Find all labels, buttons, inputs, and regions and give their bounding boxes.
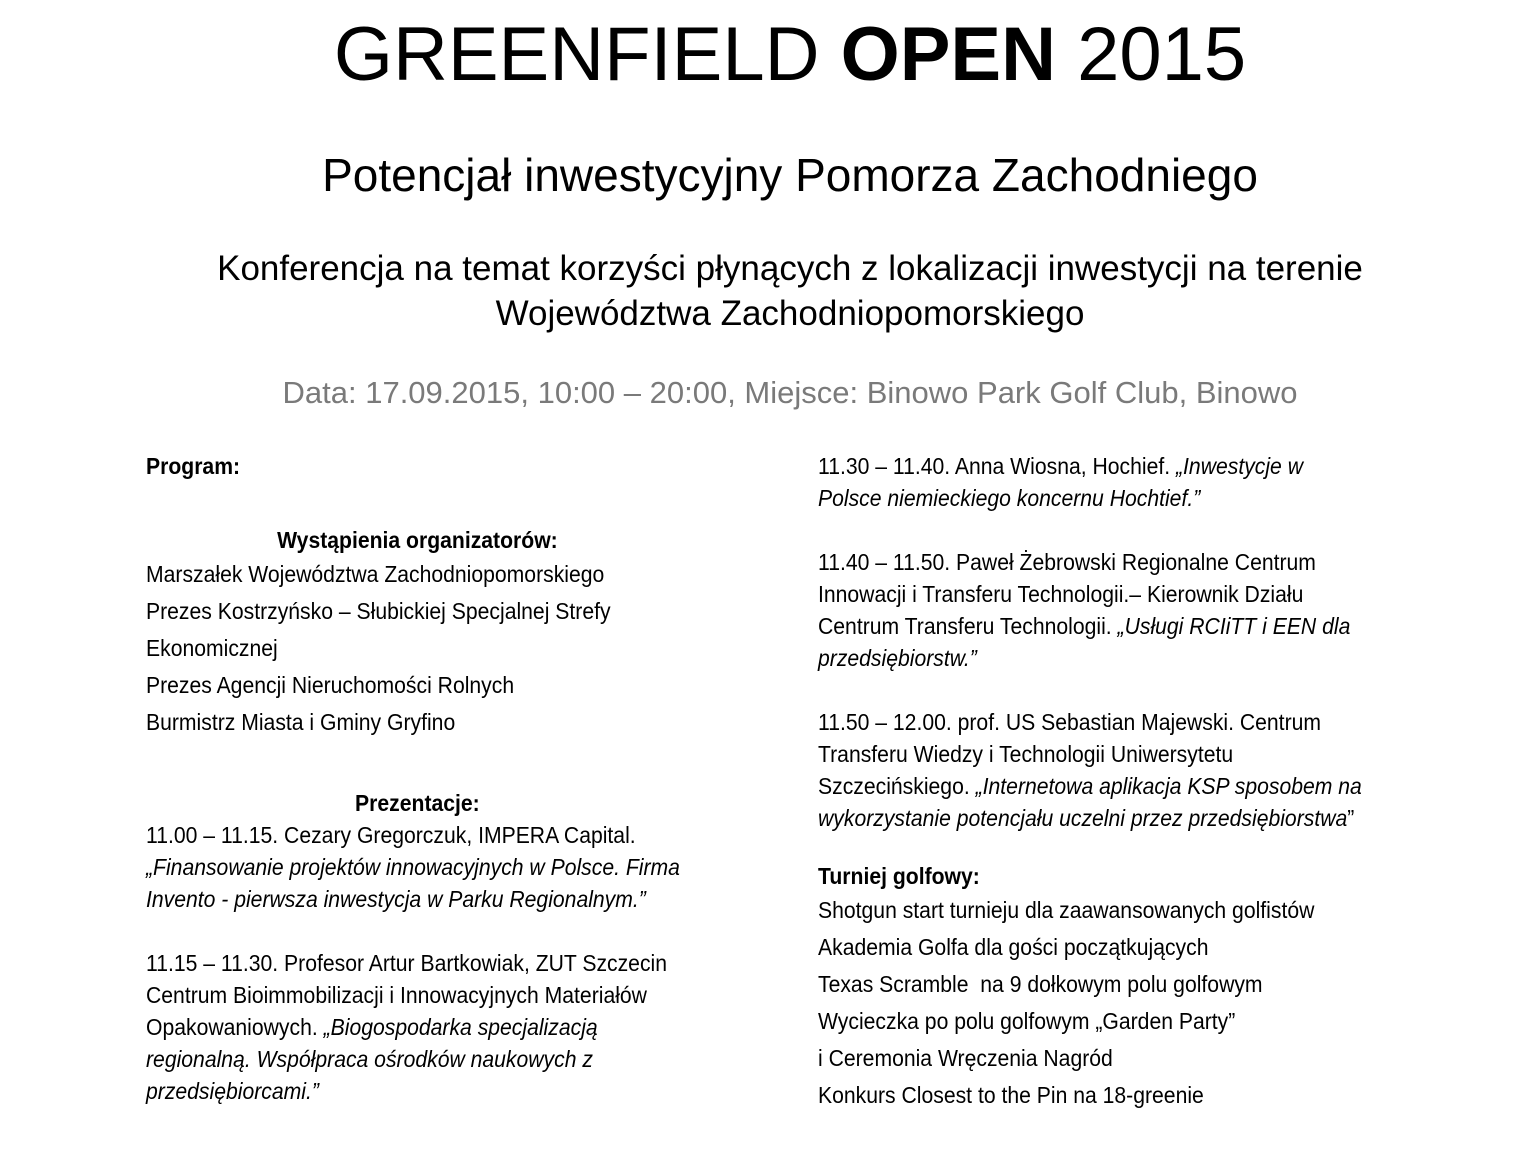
golf-item: Akademia Golfa dla gości początkujących <box>818 934 1209 960</box>
event-title-open: OPEN <box>840 12 1056 97</box>
presentation-title: wykorzystanie potencjału uczelni przez przedsiębiorstwa <box>818 805 1348 831</box>
presentation-title: „Inwestycje w <box>1175 453 1303 479</box>
presentation-text: 11.50 – 12.00. prof. US Sebastian Majewski. Centrum <box>818 709 1322 735</box>
presentation-line <box>818 738 1434 770</box>
organizers-list <box>146 556 744 741</box>
organizers-heading: Wystąpienia organizatorów: <box>277 527 558 553</box>
presentation-line <box>146 1075 744 1107</box>
organizer-item: Prezes Kostrzyńsko – Słubickiej Specjalnej Strefy <box>146 598 611 624</box>
organizer-item: Marszałek Województwa Zachodniopomorskiego <box>146 561 605 587</box>
presentation-text: Transferu Wiedzy i Technologii Uniwersytetu <box>818 741 1234 767</box>
organizer-item: Burmistrz Miasta i Gminy Gryfino <box>146 709 456 735</box>
presentation-text: 11.30 – 11.40. Anna Wiosna, Hochief. <box>818 453 1176 479</box>
presentation-item <box>146 947 744 1107</box>
presentation-title: regionalną. Współpraca ośrodków naukowych z <box>146 1046 593 1072</box>
event-subtitle: Potencjał inwestycyjny Pomorza Zachodniego <box>322 149 1258 201</box>
presentation-line <box>146 883 744 915</box>
event-title-name: GREENFIELD <box>333 12 841 97</box>
presentation-line <box>818 802 1434 834</box>
presentation-title: „Biogospodarka specjalizacją <box>323 1014 598 1040</box>
program-right-column <box>818 450 1434 1114</box>
event-title-year: 2015 <box>1055 12 1247 97</box>
golf-list <box>818 892 1434 1114</box>
presentation-title: przedsiębiorstw.” <box>818 645 977 671</box>
presentation-line <box>818 482 1434 514</box>
organizer-item: Ekonomicznej <box>146 635 278 661</box>
presentation-line <box>146 1043 744 1075</box>
presentation-text: 11.00 – 11.15. Cezary Gregorczuk, IMPERA Capital. <box>146 822 636 848</box>
presentation-title: „Internetowa aplikacja KSP sposobem na <box>975 773 1362 799</box>
presentation-line <box>146 947 744 979</box>
program-heading: Program: <box>146 453 241 479</box>
presentation-closing-quote: ” <box>1347 805 1355 831</box>
presentation-line <box>146 851 744 883</box>
conference-description-line: Województwa Zachodniopomorskiego <box>495 294 1085 333</box>
presentation-line <box>818 770 1434 802</box>
golf-item: i Ceremonia Wręczenia Nagród <box>818 1045 1113 1071</box>
date-location: Data: 17.09.2015, 10:00 – 20:00, Miejsce: Binowo Park Golf Club, Binowo <box>282 375 1298 410</box>
golf-heading: Turniej golfowy: <box>818 863 980 889</box>
presentation-item <box>818 706 1434 834</box>
presentation-line <box>818 578 1434 610</box>
conference-description-line: Konferencja na temat korzyści płynących z lokalizacji inwestycji na terenie <box>217 249 1363 288</box>
presentation-line <box>146 979 744 1011</box>
presentation-text: 11.15 – 11.30. Profesor Artur Bartkowiak, ZUT Szczecin <box>146 950 668 976</box>
presentations-heading: Prezentacje: <box>355 790 480 816</box>
presentation-line <box>818 546 1434 578</box>
presentation-text: Opakowaniowych. <box>146 1014 324 1040</box>
presentation-text: 11.40 – 11.50. Paweł Żebrowski Regionalne Centrum <box>818 549 1316 575</box>
presentation-text: Centrum Bioimmobilizacji i Innowacyjnych Materiałów <box>146 982 647 1008</box>
presentation-title: przedsiębiorcami.” <box>146 1078 319 1104</box>
golf-item: Shotgun start turnieju dla zaawansowanych golfistów <box>818 897 1315 923</box>
presentation-title: „Usługi RCIiTT i EEN dla <box>1117 613 1351 639</box>
presentation-line <box>818 610 1434 642</box>
presentation-title: Invento - pierwsza inwestycja w Parku Regionalnym.” <box>146 886 646 912</box>
organizer-item: Prezes Agencji Nieruchomości Rolnych <box>146 672 515 698</box>
presentation-line <box>146 819 744 851</box>
program-left-column <box>146 450 744 1107</box>
golf-item: Wycieczka po polu golfowym „Garden Party” <box>818 1008 1236 1034</box>
presentation-title: Polsce niemieckiego koncernu Hochtief.” <box>818 485 1201 511</box>
event-title <box>0 10 1530 100</box>
presentation-text: Szczecińskiego. <box>818 773 976 799</box>
presentation-item <box>146 819 744 915</box>
presentation-text: Innowacji i Transferu Technologii.– Kierownik Działu <box>818 581 1304 607</box>
presentation-text: Centrum Transferu Technologii. <box>818 613 1118 639</box>
presentation-line <box>818 450 1434 482</box>
presentation-item <box>818 450 1434 514</box>
conference-description <box>0 246 1530 336</box>
presentation-line <box>818 706 1434 738</box>
presentation-line <box>146 1011 744 1043</box>
golf-item: Konkurs Closest to the Pin na 18-greenie <box>818 1082 1204 1108</box>
presentation-title: „Finansowanie projektów innowacyjnych w Polsce. Firma <box>146 854 680 880</box>
presentation-line <box>818 642 1434 674</box>
presentation-item <box>818 546 1434 674</box>
golf-item: Texas Scramble na 9 dołkowym polu golfowym <box>818 971 1263 997</box>
